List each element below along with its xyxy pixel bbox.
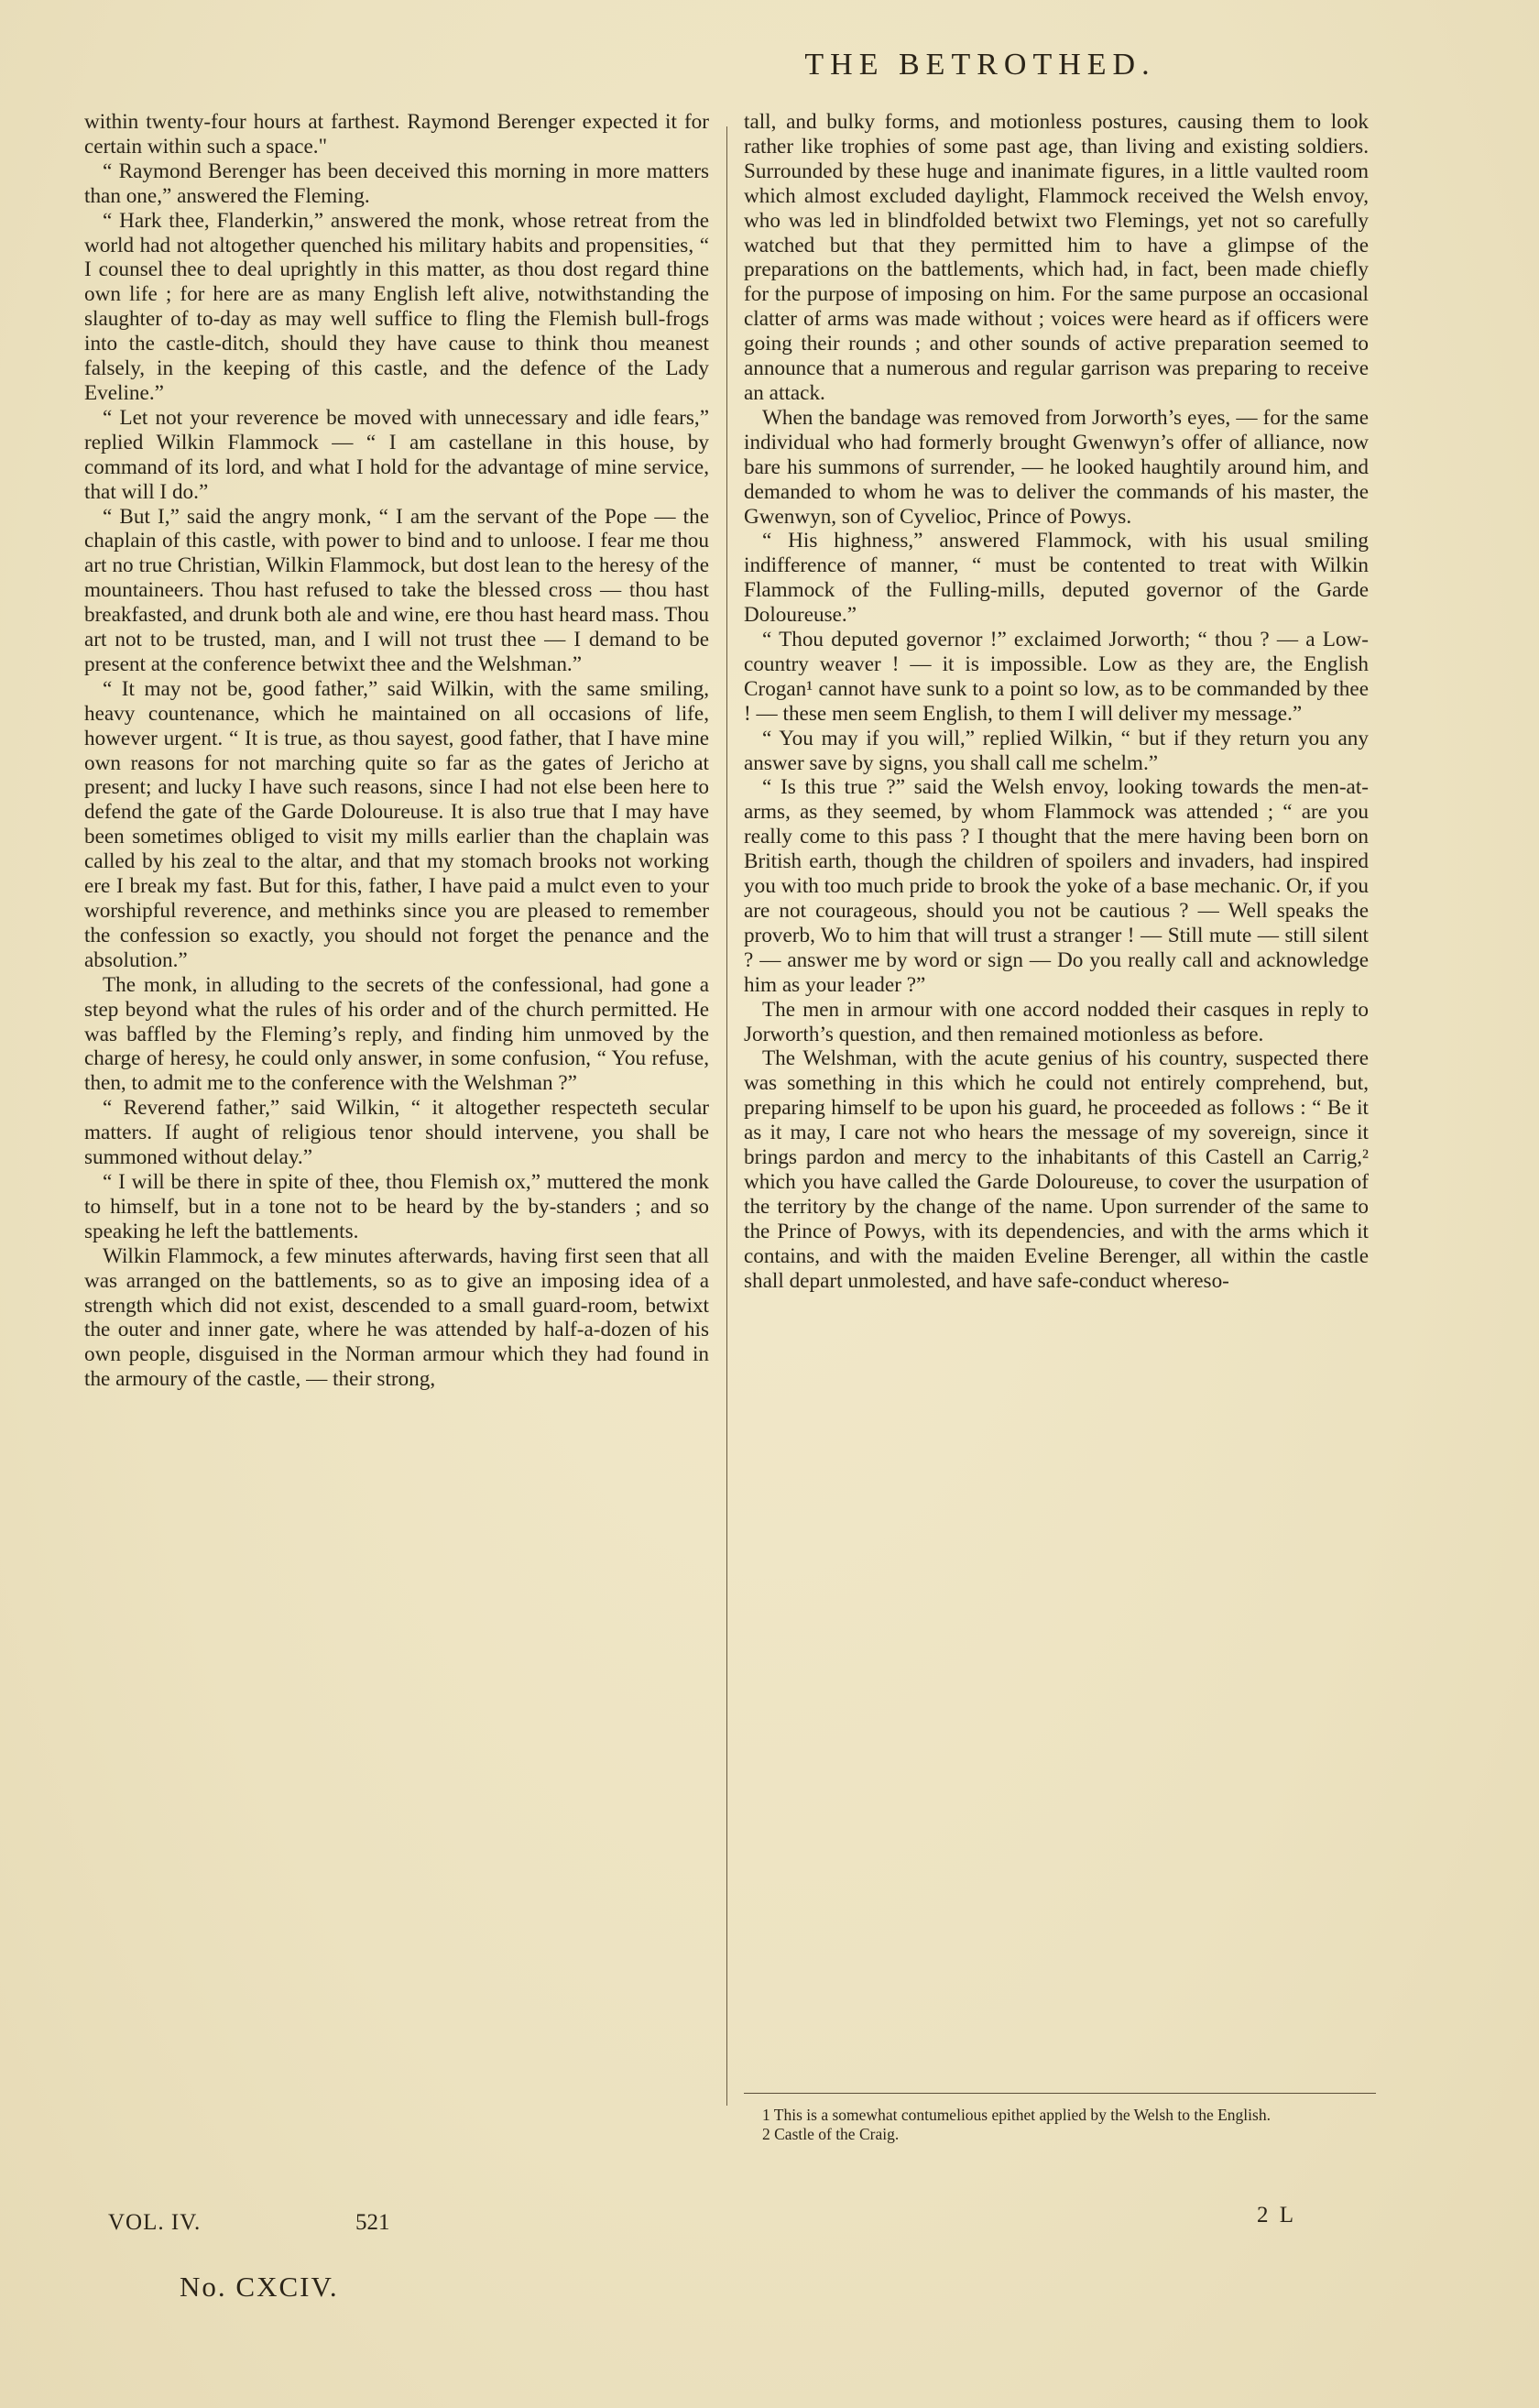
paragraph: within twenty-four hours at farthest. Raymond Berenger expected it for certain within such a space.": [84, 110, 709, 159]
paragraph: “ But I,” said the angry monk, “ I am the servant of the Pope — the chaplain of this castle, with power to bind and to unloose. I fear me thou art no true Christian, Wilkin Flammock, but dost lean to the heresy of the mountaineers. Thou hast refused to take the blessed cross — thou hast breakfasted, and drunk both ale and wine, ere thou hast heard mass. Thou art not to be trusted, man, and I will not trust thee — I demand to be present at the conference betwixt thee and the Welshman.”: [84, 504, 709, 676]
paragraph: “ I will be there in spite of thee, thou Flemish ox,” muttered the monk to himself, but in a tone not to be heard by the by-standers ; and so speaking he left the battlements.: [84, 1169, 709, 1243]
paragraph: “ Is this true ?” said the Welsh envoy, looking towards the men-at-arms, as they seemed, by whom Flammock was attended ; “ are you really come to this pass ? I thought that the mere having been born on British earth, though the children of spoilers and invaders, had inspired you with too much pride to brook the yoke of a base mechanic. Or, if you are not courageous, should you not be cautious ? — Well speaks the proverb, Wo to him that will trust a stranger ! — Still mute — still silent ? — answer me by word or sign — Do you really call and acknowledge him as your leader ?”: [744, 775, 1369, 997]
right-column: [744, 110, 1369, 1294]
running-head: THE BETROTHED.: [804, 48, 1156, 82]
paragraph: “ It may not be, good father,” said Wilkin, with the same smiling, heavy countenance, which he maintained on all occasions of life, however urgent. “ It is true, as thou sayest, good father, that I have mine own reasons for not marching quite so far as the gates of Jericho at present; and lucky I have such reasons, since I had not else been here to defend the gate of the Garde Doloureuse. It is also true that I may have been sometimes obliged to visit my mills earlier than the chaplain was called by his zeal to the altar, and that my stomach brooks not working ere I break my fast. But for this, father, I have paid a mulct even to your worshipful reverence, and methinks since you are pleased to remember the confession so exactly, you should not forget the penance and the absolution.”: [84, 676, 709, 972]
paragraph: “ Hark thee, Flanderkin,” answered the monk, whose retreat from the world had not altogether quenched his military habits and propensities, “ I counsel thee to deal uprightly in this matter, as thou dost regard thine own life ; for here are as many English left alive, notwithstanding the slaughter of to-day as may well suffice to fling the Flemish bull-frogs into the castle-ditch, should they have cause to think thou meanest falsely, in the keeping of this castle, and the defence of the Lady Eveline.”: [84, 208, 709, 405]
footnotes: [744, 2106, 1376, 2144]
signature-mark: 2 L: [1257, 2203, 1297, 2227]
footnote: 2 Castle of the Craig.: [762, 2125, 900, 2143]
paragraph: “ Let not your reverence be moved with unnecessary and idle fears,” replied Wilkin Flammock — “ I am castellane in this house, by command of its lord, and what I hold for the advantage of mine service, that will I do.”: [84, 405, 709, 504]
paragraph: tall, and bulky forms, and motionless postures, causing them to look rather like trophies of some past age, than living and existing soldiers. Surrounded by these huge and inanimate figures, in a little vaulted room which almost excluded daylight, Flammock received the Welsh envoy, who was led in blindfolded betwixt two Flemings, yet not so carefully watched but that they permitted him to have a glimpse of the preparations on the battlements, which had, in fact, been made chiefly for the purpose of imposing on him. For the same purpose an occasional clatter of arms was made without ; voices were heard as if officers were going their rounds ; and other sounds of active preparation seemed to announce that a numerous and regular garrison was preparing to receive an attack.: [744, 110, 1369, 405]
left-column: [84, 110, 709, 1392]
paragraph: When the bandage was removed from Jorworth’s eyes, — for the same individual who had formerly brought Gwenwyn’s offer of alliance, now bare his summons of surrender, — he looked haughtily around him, and demanded to whom he was to deliver the commands of his master, the Gwenwyn, son of Cyvelioc, Prince of Powys.: [744, 405, 1369, 529]
footnote-rule: [744, 2093, 1376, 2094]
volume-label: VOL. IV.: [108, 2210, 202, 2235]
paragraph: The monk, in alluding to the secrets of the confessional, had gone a step beyond what the rules of his order and of the church permitted. He was baffled by the Fleming’s reply, and finding him unmoved by the charge of heresy, he could only answer, in some confusion, “ You refuse, then, to admit me to the conference with the Welshman ?”: [84, 972, 709, 1096]
page-number: 521: [355, 2210, 390, 2235]
paragraph: “ His highness,” answered Flammock, with his usual smiling indifference of manner, “ must be contented to treat with Wilkin Flammock of the Fulling-mills, deputed governor of the Garde Doloureuse.”: [744, 529, 1369, 628]
paragraph: “ Thou deputed governor !” exclaimed Jorworth; “ thou ? — a Low-country weaver ! — it is impossible. Low as they are, the English Crogan¹ cannot have sunk to a point so low, as to be commanded by thee ! — these men seem English, to them I will deliver my message.”: [744, 628, 1369, 726]
issue-number: No. CXCIV.: [180, 2271, 339, 2303]
paragraph: The men in armour with one accord nodded their casques in reply to Jorworth’s question, and then remained motionless as before.: [744, 997, 1369, 1046]
paragraph: The Welshman, with the acute genius of his country, suspected there was something in this which he could not entirely comprehend, but, preparing himself to be upon his guard, he proceeded as follows : “ Be it as it may, I care not who hears the message of my sovereign, since it brings pardon and mercy to the inhabitants of this Castell an Carrig,² which you have called the Garde Doloureuse, to cover the usurpation of the territory by the change of the name. Upon surrender of the same to the Prince of Powys, with its dependencies, and with the arms which it contains, and with the maiden Eveline Berenger, all within the castle shall depart unmolested, and have safe-conduct whereso-: [744, 1046, 1369, 1293]
footnote: 1 This is a somewhat contumelious epithet applied by the Welsh to the English.: [762, 2106, 1271, 2124]
paragraph: Wilkin Flammock, a few minutes afterwards, having first seen that all was arranged on the battlements, so as to give an imposing idea of a strength which did not exist, descended to a small guard-room, betwixt the outer and inner gate, where he was attended by half-a-dozen of his own people, disguised in the Norman armour which they had found in the armoury of the castle, — their strong,: [84, 1243, 709, 1392]
paragraph: “ You may if you will,” replied Wilkin, “ but if they return you any answer save by signs, you shall call me schelm.”: [744, 726, 1369, 775]
paragraph: “ Reverend father,” said Wilkin, “ it altogether respecteth secular matters. If aught of religious tenor should intervene, you shall be summoned without delay.”: [84, 1096, 709, 1170]
column-divider: [726, 126, 727, 2106]
paragraph: “ Raymond Berenger has been deceived this morning in more matters than one,” answered the Fleming.: [84, 159, 709, 208]
